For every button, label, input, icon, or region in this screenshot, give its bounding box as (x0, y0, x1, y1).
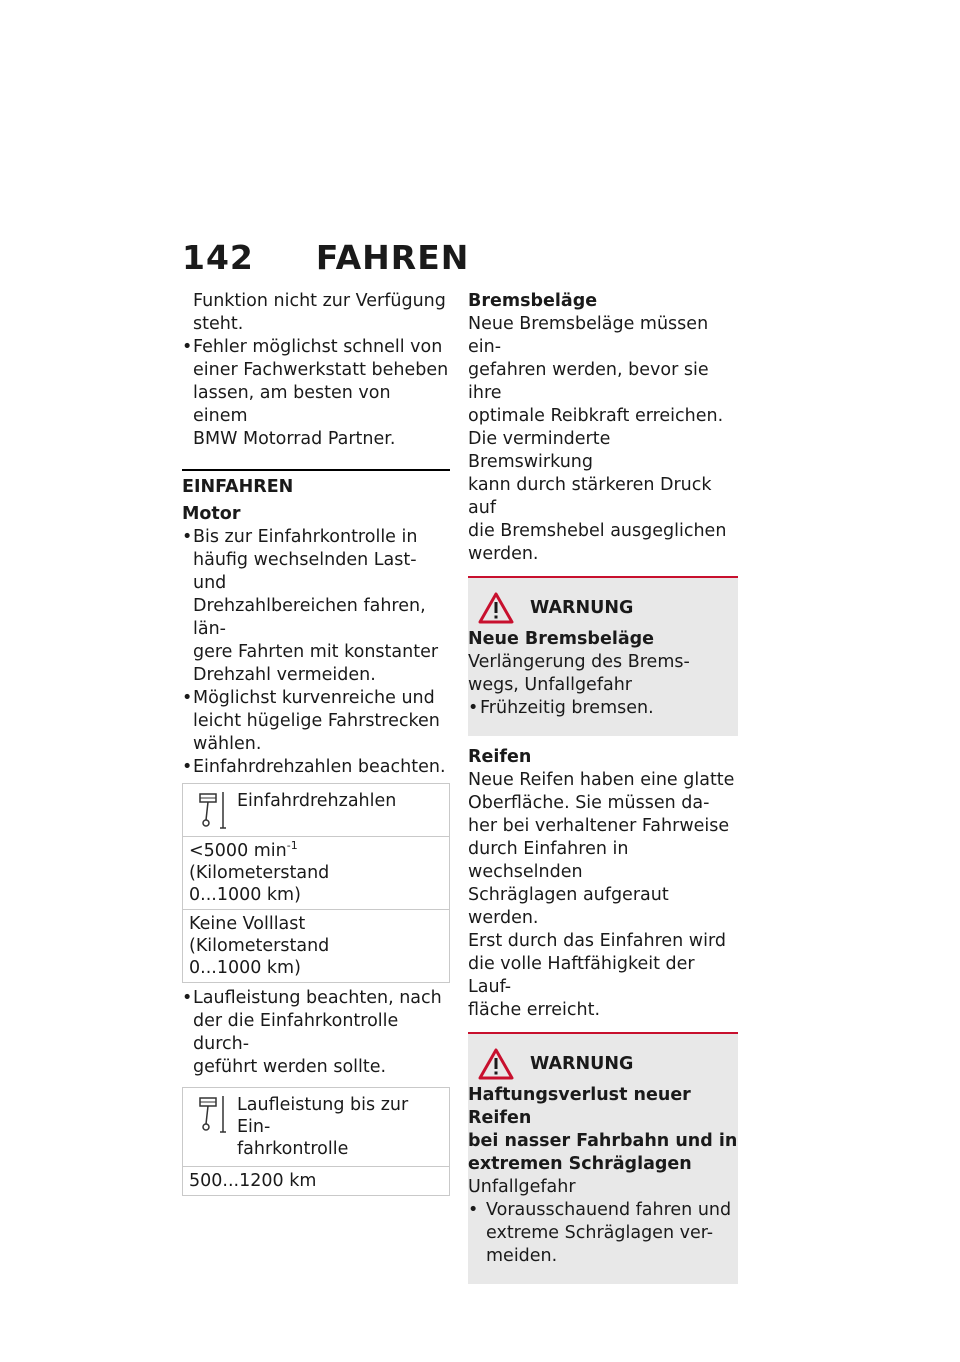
spec-table-header (183, 784, 450, 837)
text-line: Neue Bremsbeläge müssen ein- (468, 314, 709, 357)
text-line: extreme Schräglagen ver- (486, 1223, 714, 1243)
text-line: Die verminderte Bremswirkung (468, 429, 611, 472)
text-line: Frühzeitig bremsen. (480, 698, 654, 718)
text-line: fläche erreicht. (468, 1000, 601, 1020)
text-line: Schräglagen aufgeraut werden. (468, 885, 669, 928)
text-line: leicht hügelige Fahrstrecken (193, 711, 440, 731)
text-line: häufig wechselnden Last- und (193, 550, 417, 593)
bullet-icon: • (182, 757, 193, 777)
page-number: 142 (182, 238, 254, 277)
bullet-icon: • (182, 337, 193, 357)
warning-triangle-icon (478, 1048, 514, 1080)
text-span: (Kilometerstand (189, 863, 330, 883)
text-line: Vorausschauend fahren und (486, 1200, 732, 1220)
text-line: kann durch stärkeren Druck auf (468, 475, 712, 518)
text-line: optimale Reibkraft erreichen. (468, 406, 724, 426)
subsection-title: Motor (182, 504, 241, 524)
list-item (182, 756, 450, 779)
spec-value: 500...1200 km (183, 1167, 450, 1196)
text-line: durch Einfahren in wechselnden (468, 839, 629, 882)
text-line: wegs, Unfallgefahr (468, 675, 632, 695)
continued-text (182, 290, 450, 336)
text-line: Bis zur Einfahrkontrolle in (193, 527, 418, 547)
list-item (468, 697, 738, 720)
text-span: Laufleistung bis zur Ein- (237, 1095, 409, 1137)
text-span: 0...1000 km) (189, 885, 301, 905)
spec-table-laufleistung (182, 1087, 450, 1196)
text-span: fahrkontrolle (237, 1139, 349, 1159)
text-line: Oberfläche. Sie müssen da- (468, 793, 710, 813)
list-item (182, 687, 450, 756)
text-line: Unfallgefahr (468, 1177, 576, 1197)
paragraph (468, 313, 738, 566)
list-item (182, 987, 450, 1079)
warning-box (468, 1034, 738, 1284)
text-line: Drehzahl vermeiden. (193, 665, 376, 685)
text-line: wählen. (193, 734, 262, 754)
text-line: Neue Reifen haben eine glatte (468, 770, 735, 790)
text-line: der die Einfahrkontrolle durch- (193, 1011, 399, 1054)
spec-table-einfahrdrehzahlen (182, 783, 450, 983)
text-line: Verlängerung des Brems- (468, 652, 690, 672)
text-line: werden. (468, 544, 539, 564)
text-line: Drehzahlbereichen fahren, län- (193, 596, 426, 639)
warning-label: WARNUNG (530, 598, 634, 618)
text-line: steht. (193, 314, 244, 334)
text-line: die Bremshebel ausgeglichen (468, 521, 727, 541)
text-line: gere Fahrten mit konstanter (193, 642, 439, 662)
bullet-icon: • (182, 527, 193, 547)
text-line: die volle Haftfähigkeit der Lauf- (468, 954, 695, 997)
page-header (182, 238, 469, 277)
warning-header (468, 1044, 738, 1084)
warning-title: extremen Schräglagen (468, 1154, 692, 1174)
text-line: gefahren werden, bevor sie ihre (468, 360, 709, 403)
text-line: Fehler möglichst schnell von (193, 337, 443, 357)
section-divider (182, 469, 450, 471)
engine-piston-icon (197, 1094, 227, 1134)
text-line: Erst durch das Einfahren wird (468, 931, 726, 951)
spec-label: Einfahrdrehzahlen (237, 791, 397, 811)
text-line: BMW Motorrad Partner. (193, 429, 396, 449)
text-span: 0...1000 km) (189, 958, 301, 978)
list-item (182, 526, 450, 687)
spec-value (183, 910, 450, 983)
text-line: Möglichst kurvenreiche und (193, 688, 435, 708)
chapter-title: FAHREN (315, 238, 470, 277)
text-line: Funktion nicht zur Verfügung (193, 291, 446, 311)
warning-header (468, 588, 738, 628)
warning-triangle-icon (478, 592, 514, 624)
text-line: her bei verhaltener Fahrweise (468, 816, 730, 836)
engine-piston-icon (197, 790, 227, 830)
text-line: geführt werden sollte. (193, 1057, 387, 1077)
bullet-icon: • (468, 1200, 479, 1220)
list-item (182, 336, 450, 451)
warning-title: Haftungsverlust neuer Reifen (468, 1085, 691, 1128)
section-title: EINFAHREN (182, 477, 294, 497)
text-span: Keine Volllast (Kilometerstand (189, 914, 330, 956)
spec-value (183, 837, 450, 910)
spec-table-header (183, 1088, 450, 1167)
warning-label: WARNUNG (530, 1054, 634, 1074)
bullet-icon: • (182, 688, 193, 708)
text-line: lassen, am besten von einem (193, 383, 391, 426)
text-line: Laufleistung beachten, nach (193, 988, 442, 1008)
text-line: meiden. (486, 1246, 558, 1266)
text-line: Einfahrdrehzahlen beachten. (193, 757, 446, 777)
bullet-icon: • (468, 698, 479, 718)
paragraph (468, 769, 738, 1022)
warning-title: bei nasser Fahrbahn und in (468, 1131, 738, 1151)
right-column (468, 290, 738, 1284)
text-line: einer Fachwerkstatt beheben (193, 360, 449, 380)
bullet-icon: • (182, 988, 193, 1008)
list-item (468, 1199, 738, 1268)
superscript: -1 (286, 839, 298, 853)
warning-box (468, 578, 738, 736)
spec-label (237, 1094, 443, 1160)
subsection-title: Reifen (468, 747, 532, 767)
warning-title: Neue Bremsbeläge (468, 629, 655, 649)
subsection-title: Bremsbeläge (468, 291, 598, 311)
text-span: <5000 min (189, 841, 287, 861)
left-column (182, 290, 450, 1200)
